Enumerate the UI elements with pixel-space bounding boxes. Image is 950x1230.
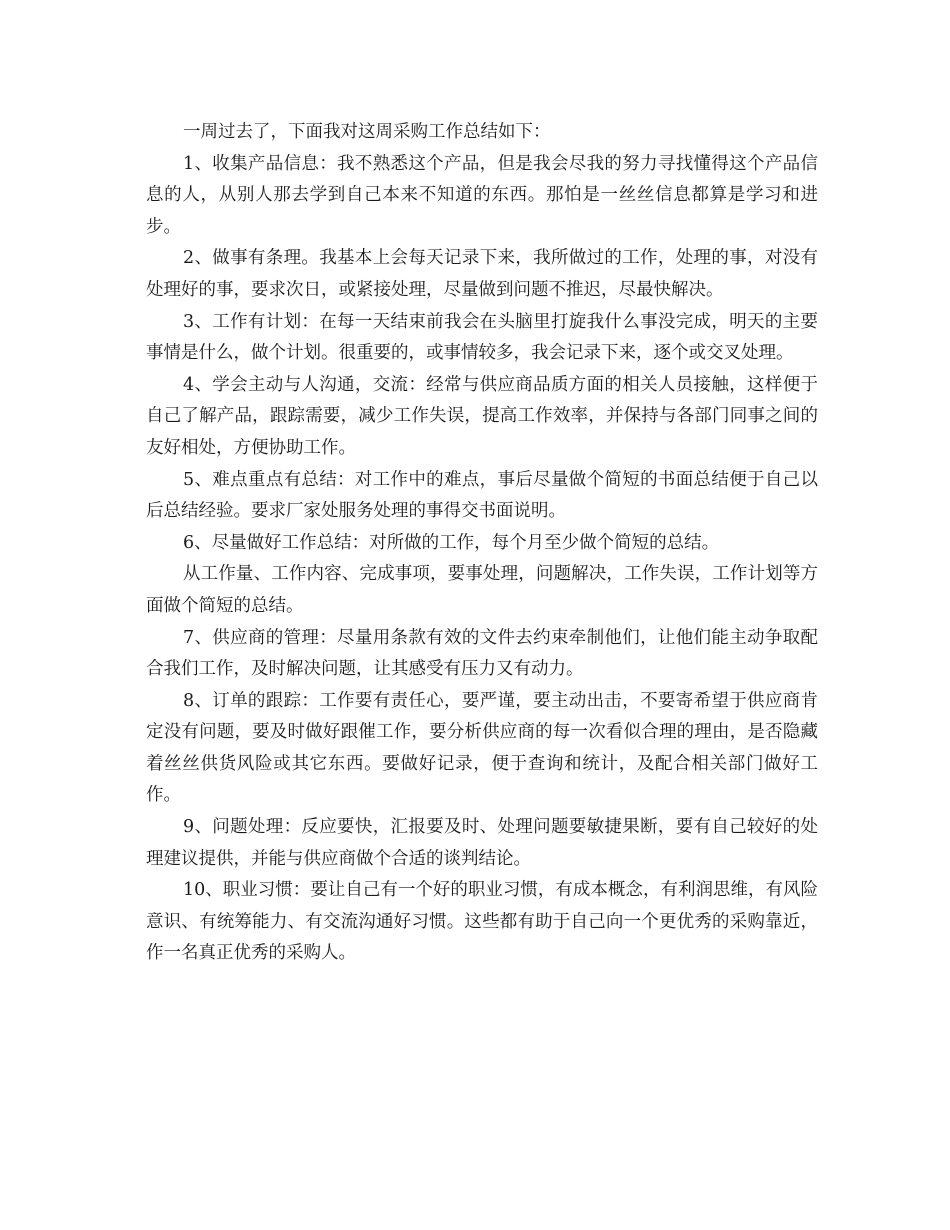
paragraph-6-continued: 从工作量、工作内容、完成事项，要事处理，问题解决，工作失误，工作计划等方面做个简短的总结。	[146, 564, 818, 616]
document-body	[146, 117, 818, 970]
paragraph-7-supplier-management: 7、供应商的管理：尽量用条款有效的文件去约束牵制他们，让他们能主动争取配合我们工作，及时解决问题，让其感受有压力又有动力。	[146, 627, 818, 680]
paragraph-4-communicate: 4、学会主动与人沟通，交流：经常与供应商品质方面的相关人员接触，这样便于自己了解产品，跟踪需要，减少工作失误，提高工作效率，并保持与各部门同事之间的友好相处，方便协助工作。	[146, 374, 818, 458]
paragraph-9-problem-handling: 9、问题处理：反应要快，汇报要及时、处理问题要敏捷果断，要有自己较好的处理建议提供，并能与供应商做个合适的谈判结论。	[146, 817, 818, 869]
paragraph-8-order-tracking: 8、订单的跟踪：工作要有责任心，要严谨，要主动出击，不要寄希望于供应商肯定没有问题，要及时做好跟催工作，要分析供应商的每一次看似合理的理由，是否隐藏着丝丝供货风险或其它东西。要做好记录，便于查询和统计，及配合相关部门做好工作。	[146, 690, 818, 806]
paragraph-5-summarize-difficulties: 5、难点重点有总结：对工作中的难点，事后尽量做个简短的书面总结便于自己以后总结经验。要求厂家处服务处理的事得交书面说明。	[146, 469, 818, 522]
intro-paragraph: 一周过去了，下面我对这周采购工作总结如下：	[183, 122, 551, 142]
paragraph-3-plan: 3、工作有计划：在每一天结束前我会在头脑里打旋我什么事没完成，明天的主要事情是什么，做个计划。很重要的，或事情较多，我会记录下来，逐个或交叉处理。	[146, 311, 818, 364]
paragraph-2-organized: 2、做事有条理。我基本上会每天记录下来，我所做过的工作，处理的事，对没有处理好的事，要求次日，或紧接处理，尽量做到问题不推迟，尽最快解决。	[146, 248, 818, 300]
paragraph-10-professional-habits: 10、职业习惯：要让自己有一个好的职业习惯，有成本概念，有利润思维，有风险意识、有统筹能力、有交流沟通好习惯。这些都有助于自己向一个更优秀的采购靠近，作一名真正优秀的采购人。	[146, 880, 818, 964]
paragraph-6-work-summary: 6、尽量做好工作总结：对所做的工作，每个月至少做个简短的总结。	[183, 532, 720, 553]
paragraph-1-collect-info: 1、收集产品信息：我不熟悉这个产品，但是我会尽我的努力寻找懂得这个产品信息的人，从别人那去学到自己本来不知道的东西。那怕是一丝丝信息都算是学习和进步。	[146, 153, 818, 237]
